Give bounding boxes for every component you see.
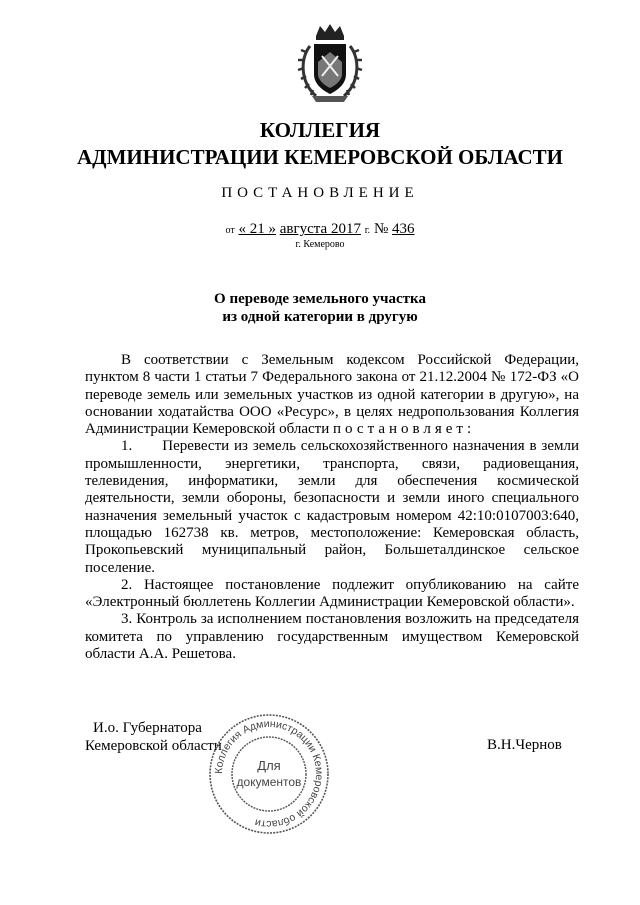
subject-line2: из одной категории в другую — [222, 309, 418, 325]
date-year-suffix: г. — [364, 225, 371, 236]
stamp-center-line2: документов — [236, 775, 302, 789]
item-3: 3. Контроль за исполнением постановления возложить на председателя комитета по управлению государственным имуществом Кемеровской области А.А. Решетова. — [85, 611, 579, 663]
stamp-center-line1: Для — [257, 758, 281, 773]
svg-text:Коллегия Администрации Кемеров — [213, 718, 325, 830]
preamble-verb: постановляет: — [333, 421, 476, 438]
date-prefix: от — [225, 225, 235, 236]
signatory-title — [85, 719, 222, 755]
preamble-paragraph — [85, 352, 579, 438]
signatory-title-line1: И.о. Губернатора — [93, 720, 202, 736]
item-1: 1. Перевести из земель сельскохозяйственного назначения в земли промышленности, энергетики, транспорта, связи, радиовещания, телевидения, информатики, земли для обеспечения космической деятельности, земли обороны, безопасности и земли иного специального назначения земельный участок с кадастровым номером 42:10:0107003:640, площадью 162738 кв. метров, местоположение: Кемеровская область, Прокопьевский муниципальный район, Большеталдинское сельское поселение. — [85, 438, 579, 576]
number-sign: № — [373, 221, 389, 237]
date-day: « 21 » — [238, 221, 276, 237]
stamp-ring-text: Коллегия Администрации Кемеровской области — [212, 717, 326, 831]
document-body — [85, 352, 579, 663]
subject-line1: О переводе земельного участка — [214, 291, 426, 307]
document-type: ПОСТАНОВЛЕНИЕ — [221, 185, 419, 201]
org-name-line1: КОЛЛЕГИЯ — [259, 118, 381, 142]
date-month-year: августа 2017 — [279, 221, 361, 237]
city: г. Кемерово — [295, 239, 345, 250]
item-2: 2. Настоящее постановление подлежит опубликованию на сайте «Электронный бюллетень Коллегии Администрации Кемеровской области». — [85, 576, 579, 611]
official-stamp — [207, 712, 331, 836]
signatory-name: В.Н.Чернов — [487, 737, 562, 753]
coat-of-arms-icon — [296, 22, 364, 106]
date-number-line — [0, 221, 640, 238]
preamble-text: В соответствии с Земельным кодексом Российской Федерации, пунктом 8 части 1 статьи 7 Федерального закона от 21.12.2004 № 172-ФЗ «О переводе земель или земельных участков из одной категории в другую», на основании ходатайства ООО «Ресурс», в целях недропользования Коллегия Администрации Кемеровской области — [85, 352, 579, 438]
document-number: 436 — [392, 221, 415, 237]
signatory-title-line2: Кемеровской области — [85, 738, 222, 754]
document-subject — [0, 290, 640, 326]
org-name-line2: АДМИНИСТРАЦИИ КЕМЕРОВСКОЙ ОБЛАСТИ — [76, 145, 564, 169]
